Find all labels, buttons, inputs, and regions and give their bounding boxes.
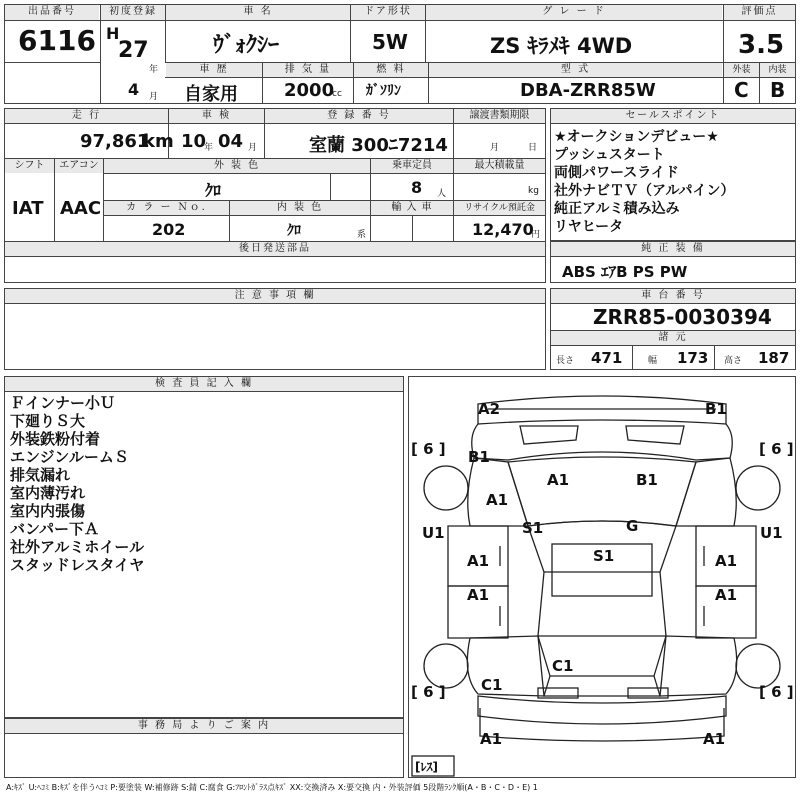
load-unit: kg: [528, 186, 539, 196]
sales-point: ★オークションデビュー★: [554, 129, 719, 145]
inspection-label: 車 検: [169, 109, 264, 123]
inspector-notes: [10, 394, 144, 574]
int-grade: B: [770, 78, 786, 102]
length: 471: [591, 349, 623, 367]
damage-u1-right: U1: [760, 524, 783, 542]
insp-month-unit: 月: [248, 143, 258, 153]
damage-b1-left: B1: [468, 448, 490, 466]
damage-a1-roof: A1: [547, 471, 570, 489]
displacement: 2000: [284, 80, 335, 101]
inspector-line: 室内薄汚れ: [10, 484, 86, 502]
damage-s1-center: S1: [593, 547, 615, 565]
history: 自家用: [184, 84, 238, 105]
shift-label: シフト: [5, 159, 54, 173]
damage-s1-pillar: S1: [522, 519, 544, 537]
mileage: 97,861: [80, 131, 150, 152]
load-label: 最大積載量: [454, 159, 545, 173]
equipment: ABS ｴｱB PS PW: [562, 263, 688, 281]
model-label: 型 式: [429, 63, 722, 77]
sales-points-list: [554, 128, 734, 236]
inspector-line: 外装鉄粉付着: [10, 430, 101, 448]
grade: ZS ｷﾗﾒｷ 4WD: [490, 34, 633, 58]
height: 187: [758, 349, 790, 367]
transfer-label: 譲渡書類期限: [454, 109, 545, 123]
lot-number: 6116: [18, 24, 96, 57]
notes-label: 注 意 事 項 欄: [5, 289, 545, 303]
month-unit: 月: [149, 92, 159, 102]
history-label: 車 歴: [166, 63, 262, 77]
damage-c1-left: C1: [481, 676, 503, 694]
inspector-label: 検 査 員 記 入 欄: [5, 377, 403, 391]
damage-a2: A2: [478, 400, 501, 418]
recycle-label: リサイクル預託金: [454, 201, 545, 215]
width-label: 幅: [648, 356, 658, 366]
inspector-line: スタッドレスタイヤ: [10, 556, 145, 574]
length-label: 長さ: [556, 356, 575, 366]
damage-a1-fender: A1: [486, 491, 509, 509]
mileage-label: 走 行: [5, 109, 168, 123]
ac: AAC: [60, 198, 102, 219]
legend: A:ｷｽﾞ U:ﾍｺﾐ B:ｷｽﾞを伴うﾍｺﾐ P:要塗装 W:補修跡 S:錆 C:腐食 G:ﾌﾛﾝﾄｶﾞﾗｽ点ｷｽﾞ XX:交換済み X:要交換 内・外装評価 5段階ﾗﾝｸ順(A・B・C・D・E) 1: [6, 783, 538, 792]
transfer-day: 日: [528, 143, 538, 153]
ext-grade: C: [734, 78, 749, 102]
damage-a1-rd2: A1: [715, 586, 738, 604]
first-reg-label: 初度登録: [101, 5, 165, 20]
sales-point: 純正アルミ積み込み: [554, 201, 680, 217]
reg-month: 4: [128, 80, 140, 99]
ext-color: ｸﾛ: [205, 181, 222, 200]
color-label: 外 装 色: [104, 159, 370, 173]
inspector-line: Ｆインナー小Ｕ: [10, 394, 116, 412]
car-name: ｳﾞｫｸｼｰ: [213, 33, 280, 58]
cc-unit: cc: [332, 89, 342, 99]
year-unit: 年: [149, 65, 159, 75]
specs-label: 諸 元: [551, 331, 795, 345]
details-block: [4, 108, 546, 242]
transfer-month: 月: [490, 143, 500, 153]
sales-point: リヤヒータ: [554, 219, 624, 235]
car-name-label: 車 名: [166, 5, 350, 20]
car-outline: [408, 376, 796, 778]
import-label: 輸 入 車: [371, 201, 453, 215]
spare-tire: [ﾚｽ]: [415, 760, 438, 774]
damage-a1-rd1: A1: [715, 552, 738, 570]
int-color: ｸﾛ: [287, 223, 301, 239]
inspector-line: 下廻りＳ大: [10, 412, 86, 430]
ac-label: エアコン: [55, 159, 103, 173]
tire-rl: [ 6 ]: [411, 683, 446, 701]
era: H: [106, 24, 120, 43]
plate-label: 登 録 番 号: [265, 109, 453, 123]
sales-point: 両側パワースライド: [554, 165, 679, 181]
sales-point: プッシュスタート: [554, 147, 665, 163]
ext-label: 外装: [724, 63, 759, 77]
damage-u1-left: U1: [422, 524, 445, 542]
score: 3.5: [738, 30, 785, 60]
inspector-line: バンパー下Ａ: [10, 520, 99, 538]
sales-points-label: セールスポイント: [551, 109, 795, 123]
lot-label: 出品番号: [5, 5, 99, 20]
damage-c1-rear: C1: [552, 657, 574, 675]
later-parts-label: 後日発送部品: [5, 242, 545, 256]
inspector-line: エンジンルームＳ: [10, 448, 129, 466]
tire-fl: [ 6 ]: [411, 440, 446, 458]
door-type: 5W: [372, 30, 408, 54]
capacity-label: 乗車定員: [371, 159, 453, 173]
height-label: 高さ: [724, 356, 743, 366]
recycle: 12,470: [472, 220, 534, 239]
fuel: ｶﾞｿﾘﾝ: [366, 83, 401, 99]
damage-a1-bl: A1: [480, 730, 503, 748]
equipment-label: 純 正 装 備: [551, 242, 795, 256]
chassis-number: ZRR85-0030394: [593, 305, 772, 329]
insp-year: 10: [181, 131, 207, 152]
color-no: 202: [152, 220, 186, 239]
recycle-unit: 円: [531, 230, 541, 240]
mileage-unit: km: [143, 131, 174, 152]
damage-b1-roof: B1: [636, 471, 658, 489]
color-no-label: カ ラ ー Ｎｏ.: [104, 201, 229, 215]
damage-g: G: [626, 517, 639, 535]
inspector-line: 社外アルミホイール: [10, 538, 145, 556]
inspector-line: 室内内張傷: [10, 502, 86, 520]
capacity: 8: [411, 178, 423, 197]
fuel-label: 燃 料: [354, 63, 428, 77]
inspector-line: 排気漏れ: [10, 466, 71, 484]
door-label: ドア形状: [351, 5, 425, 20]
model-code: DBA-ZRR85W: [520, 80, 656, 101]
reg-year: 27: [118, 38, 149, 63]
grade-label: グ レ ー ド: [426, 5, 722, 20]
office-label: 事 務 局 よ り ご 案 内: [5, 719, 403, 733]
insp-month: 04: [218, 131, 244, 152]
tire-rr: [ 6 ]: [759, 683, 794, 701]
chassis-label: 車 台 番 号: [551, 289, 795, 303]
int-label: 内装: [760, 63, 795, 77]
insp-year-unit: 年: [204, 143, 214, 153]
damage-a1-ld1: A1: [467, 552, 490, 570]
damage-a1-ld2: A1: [467, 586, 490, 604]
capacity-unit: 人: [437, 189, 447, 199]
int-color-unit: 系: [357, 230, 367, 240]
score-label: 評価点: [724, 5, 795, 20]
damage-a1-br: A1: [703, 730, 726, 748]
plate-number: 室蘭 300ﾆ7214: [309, 135, 448, 156]
cc-label: 排 気 量: [263, 63, 353, 77]
width: 173: [677, 349, 709, 367]
damage-b1-top: B1: [705, 400, 727, 418]
sales-point: 社外ナビＴＶ（アルパイン）: [554, 183, 735, 199]
int-color-label: 内 装 色: [230, 201, 370, 215]
tire-fr: [ 6 ]: [759, 440, 794, 458]
shift: IAT: [12, 198, 44, 219]
